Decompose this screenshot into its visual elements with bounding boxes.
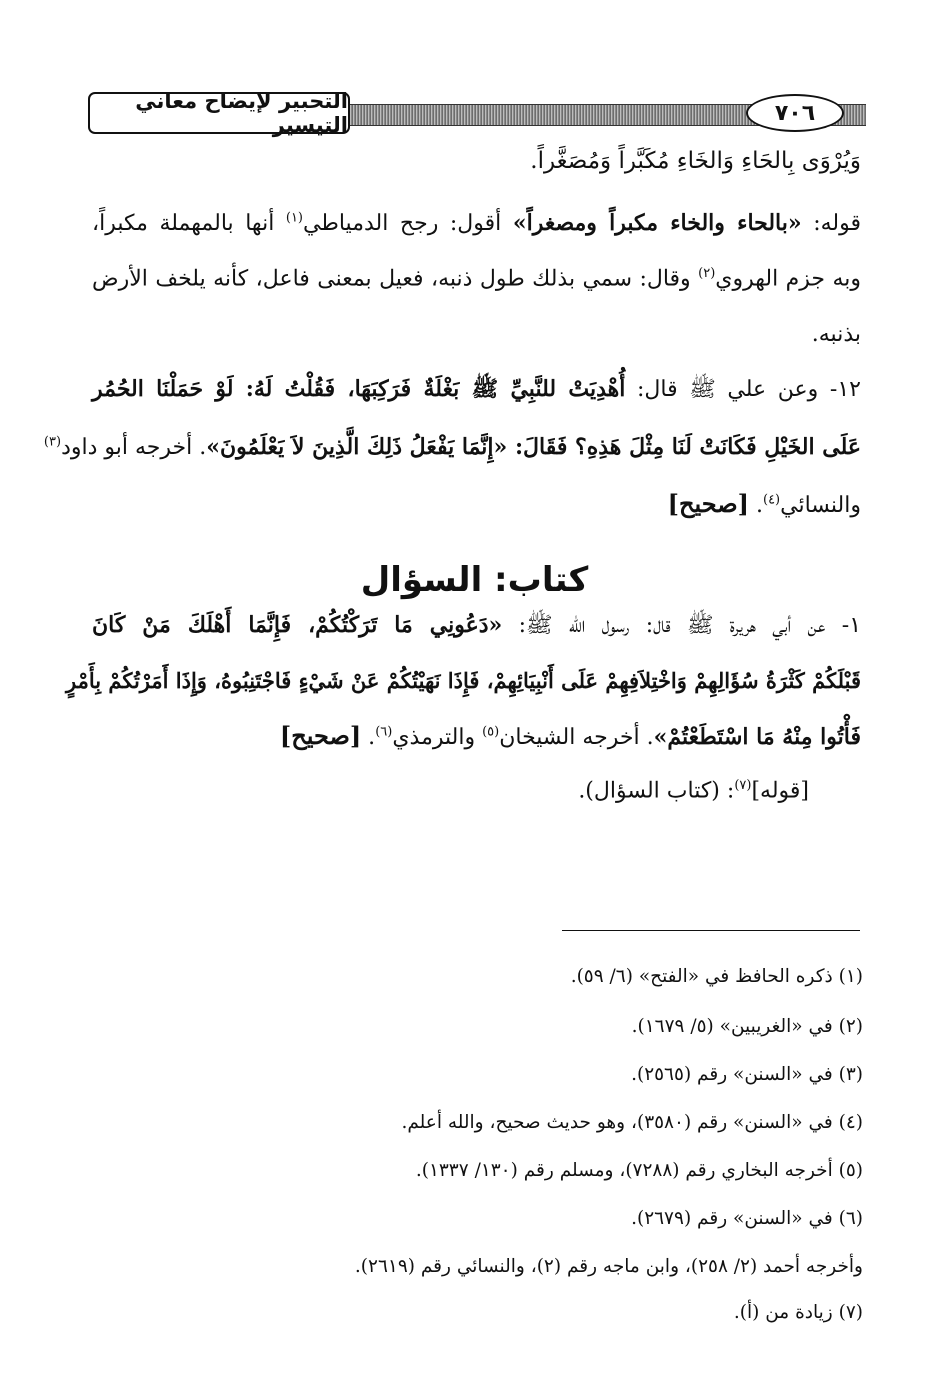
footnote-ref[interactable]: (٧) xyxy=(734,778,752,793)
text-span: [قوله] xyxy=(751,778,809,804)
footnote-ref[interactable]: (٢) xyxy=(698,266,716,281)
footnote-3: (٣) في «السنن» رقم (٢٥٦٥). xyxy=(631,1064,863,1085)
hadith-text: عَلَى الخَيْلِ فَكَانَتْ لَنَا مِثْلَ هَذِهِ؟ فَقَالَ: xyxy=(507,434,861,460)
footnote-ref[interactable]: (٤) xyxy=(762,492,781,508)
footnote-6: (٦) في «السنن» رقم (٢٦٧٩). xyxy=(631,1208,863,1229)
text-span: ١٢- وعن علي ﷺ قال: xyxy=(625,377,861,402)
page-number: ٧٠٦ xyxy=(746,94,844,132)
footnote-ref[interactable]: (٥) xyxy=(482,724,500,740)
text-span: . أخرجه الشيخان xyxy=(499,725,654,750)
text-span: . xyxy=(748,493,763,518)
footnote-1: (١) ذكره الحافظ في «الفتح» (٦/ ٥٩). xyxy=(570,966,863,987)
text-span: أنها بالمهملة مكبراً، xyxy=(92,211,286,236)
text-span: أقول: رجح الدمياطي xyxy=(303,211,513,236)
text-span: بذنبه. xyxy=(811,322,861,347)
footnote-5: (٥) أخرجه البخاري رقم (٧٢٨٨)، ومسلم رقم (١٣٠/ ١٣٣٧). xyxy=(415,1160,863,1181)
footnote-separator xyxy=(562,930,860,931)
text-line xyxy=(92,210,861,237)
text-line xyxy=(812,322,861,348)
text-span: والترمذي xyxy=(392,725,483,750)
footnote-7: (٧) زيادة من (أ). xyxy=(733,1302,863,1323)
hadith-12-line xyxy=(92,376,861,403)
hadith-text: أُهْدِيَتْ للنَّبِيِّ ﷺ بَغْلَةٌ فَرَكِبَهَا، فَقُلْتُ لَهُ: لَوْ حَمَلْنَا الحُمُر xyxy=(92,376,626,402)
footnote-6-continuation: وأخرجه أحمد (٢/ ٢٥٨)، وابن ماجه رقم (٢)، والنسائي رقم (٢٦١٩). xyxy=(354,1256,863,1277)
text-line xyxy=(530,148,861,176)
hadith-text: «إِنَّمَا يَفْعَلُ ذَلِكَ الَّذِينَ لاَ يَعْلَمُونَ» xyxy=(206,434,508,460)
vocalized-variant-text: وَيُرْوَى بِالحَاءِ وَالخَاءِ مُكَبَّراً وَمُصَغَّراً. xyxy=(530,148,861,174)
text-span: وبه جزم الهروي xyxy=(715,266,862,292)
commentary-line xyxy=(578,778,809,805)
hadith-12-line xyxy=(668,490,861,519)
text-span: وقال: سمي بذلك طول ذنبه، فعيل بمعنى فاعل، كأنه يلخف الأرض xyxy=(92,266,699,292)
text-span: قوله: xyxy=(801,211,861,236)
quoted-lemma: «بالحاء والخاء مكبراً ومصغراً» xyxy=(512,210,802,236)
hadith-text: قَبْلَكُمْ كَثْرَةُ سُؤَالِهِمْ وَاخْتِلاَفِهِمْ عَلَى أَنْبِيَائِهِمْ، فَإِذَا نَهَيْتُكُمْ عَنْ شَيْءٍ فَاجْتَنِبُوهُ، وَإِذَا أَمَرْتُكُمْ بِأَمْرٍ xyxy=(65,668,861,693)
grade-label: [صحيح] xyxy=(667,489,749,518)
footnote-ref[interactable]: (١) xyxy=(285,210,303,226)
text-span: . أخرجه أبو داود xyxy=(61,435,207,460)
text-span: . xyxy=(361,725,376,750)
footnote-ref[interactable]: (٦) xyxy=(375,724,393,740)
grade-label: [صحيح] xyxy=(279,721,362,750)
running-header xyxy=(88,89,866,140)
hadith-text: «دَعُونِي مَا تَرَكْتُكُمْ، فَإِنَّمَا أَهْلَكَ مَنْ كَانَ xyxy=(92,612,503,638)
footnote-ref[interactable]: (٣) xyxy=(43,434,62,450)
hadith-text: فَأْتُوا مِنْهُ مَا اسْتَطَعْتُمْ» xyxy=(653,724,861,750)
footnote-4: (٤) في «السنن» رقم (٣٥٨٠)، وهو حديث صحيح، والله أعلم. xyxy=(401,1112,863,1133)
book-title: التحبير لإيضاح معاني التيسير xyxy=(88,92,350,134)
hadith-1-line xyxy=(65,668,861,695)
text-line xyxy=(92,266,861,293)
section-heading: كتاب: السؤال xyxy=(360,560,589,600)
text-span: ١- عن أبي هريرة ﷺ قال: رسول الله ﷺ: xyxy=(502,613,862,638)
footnote-2: (٢) في «الغريبين» (٥/ ١٦٧٩). xyxy=(631,1016,863,1037)
hadith-1-line xyxy=(280,722,861,751)
text-span: والنسائي xyxy=(780,493,861,518)
hadith-12-line xyxy=(43,434,861,461)
text-span: : (كتاب السؤال). xyxy=(578,778,735,804)
hadith-1-line xyxy=(92,612,861,639)
